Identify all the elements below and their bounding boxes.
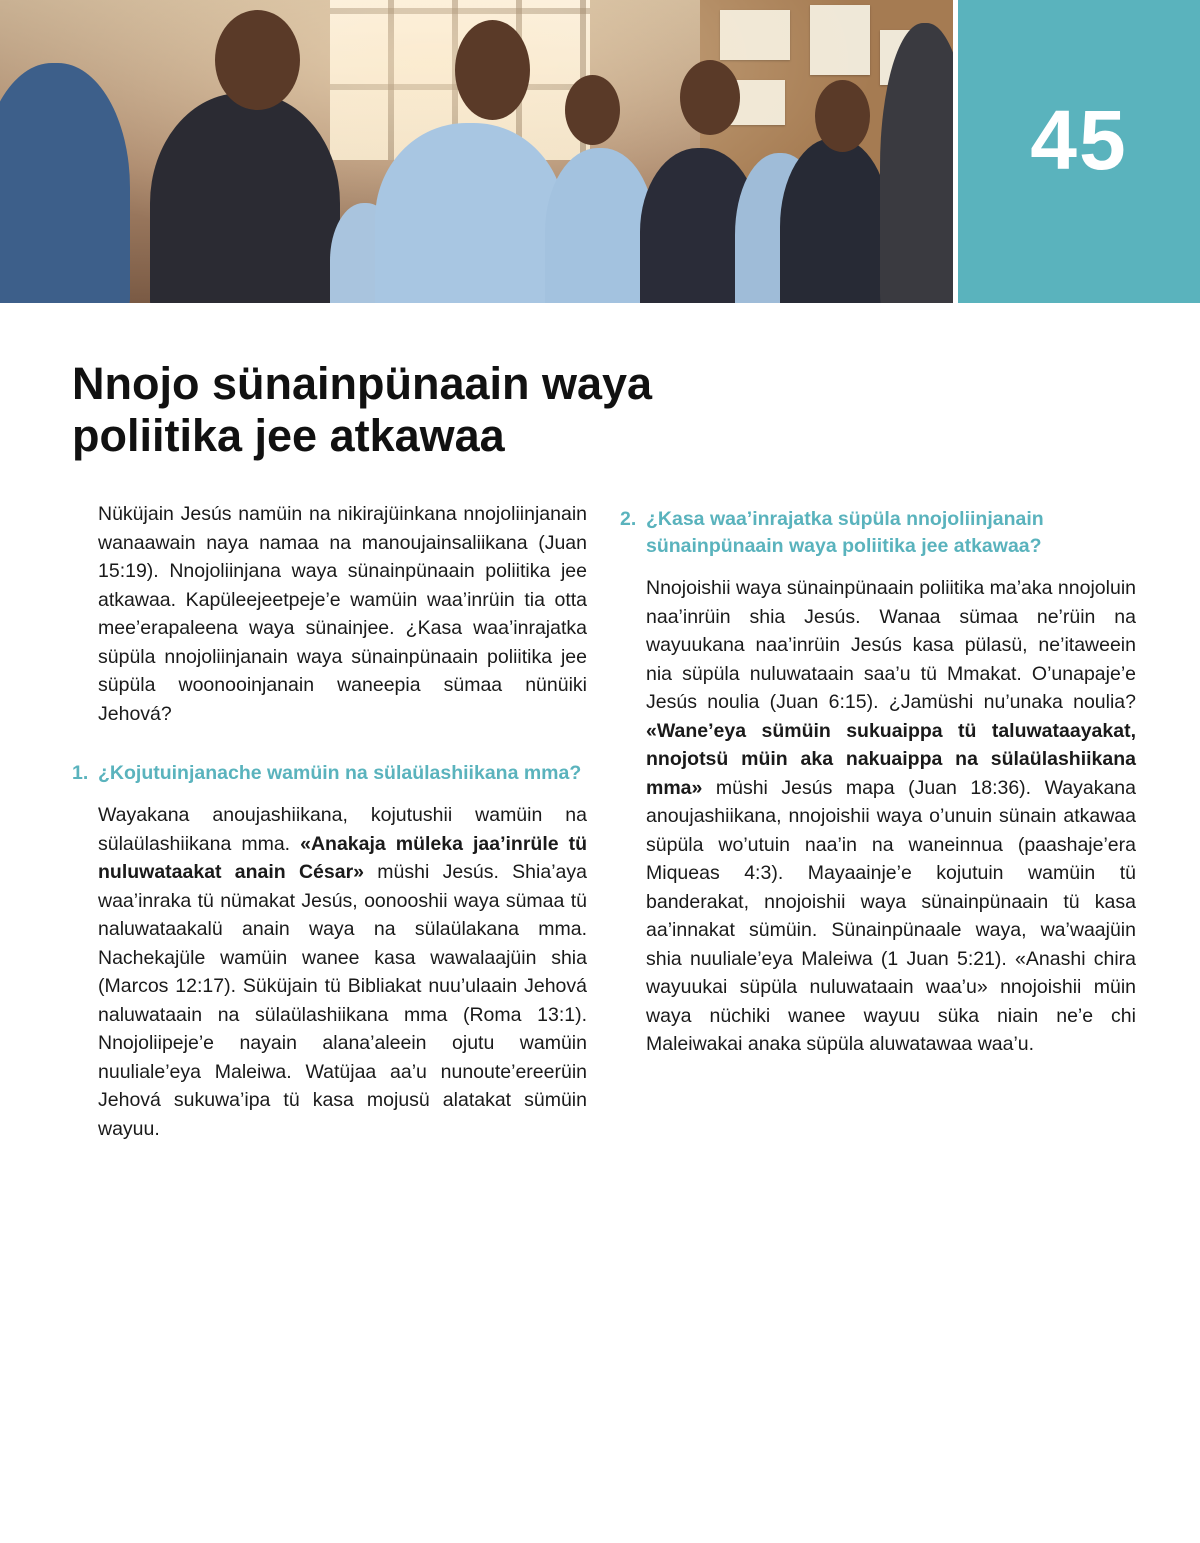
answer-bold-quote: «Anakaja müleka jaa’inrüle tü nuluwataakat anain César»	[98, 832, 587, 883]
hero-photo	[0, 0, 953, 303]
intro-paragraph: Nüküjain Jesús namüin na nikirajüinkana nnojoliinjanain wanaawain naya namaa na manoujainsaliikana (Juan 15:19). Nnojoliinjana waya sünainpünaain poliitika jee atkawaa. Kapüleejeetpeje’e wamüin waa’inrüin tia otta mee’erapaleena waya sünainjee. ¿Kasa waa’inrajatka süpüla nnojoliinjanain waya sünainpünaain poliitika jee süpüla woonooinjanain waneepia sümaa nünüiki Jehová?	[98, 503, 587, 725]
student-figure	[150, 93, 340, 303]
chapter-tab	[958, 0, 1200, 303]
chapter-number: 45	[1030, 93, 1128, 187]
student-head	[455, 20, 530, 120]
answer-1-paragraph	[98, 801, 587, 1143]
question-1	[72, 760, 587, 787]
page-title: Nnojo sünainpünaain waya poliitika jee atkawaa	[72, 358, 653, 461]
question-text: ¿Kojutuinjanache wamüin na sülaülashiikana mma?	[98, 762, 582, 784]
student-figure	[780, 138, 890, 303]
answer-2-paragraph	[646, 574, 1136, 1059]
answer-bold-quote: «Wane’eya sümüin sukuaippa tü taluwataayakat, nnojotsü müin aka nakuaippa na sülaülashiikana mma»	[646, 719, 1136, 799]
student-head	[815, 80, 870, 152]
left-column	[72, 500, 587, 1143]
question-text: ¿Kasa waa’inrajatka süpüla nnojoliinjanain sünainpünaain waya poliitika jee atkawaa?	[646, 508, 1044, 557]
student-head	[215, 10, 300, 110]
right-column	[620, 506, 1136, 1059]
question-number: 1.	[72, 762, 89, 784]
student-head	[565, 75, 620, 145]
answer-text: Nnojoishii waya sünainpünaain poliitika ma’aka nnojoluin naa’inrüin shia Jesús. Wanaa sümaa ne’rüin na wayuukana naa’inrüin Jesús kasa pülasü, ne’itaweein nia süpüla nuluwataain saa’u tü Mmakat. O’unapaje’e Jesús noulia (Juan 6:15). ¿Jamüshi nu’unaka noulia?	[646, 577, 1136, 713]
student-figure	[375, 123, 565, 303]
answer-text: müshi Jesús mapa (Juan 18:36). Wayakana anoujashiikana, nnojoishii waya o’unuin sünain atkawaa süpüla wo’utuin naa’in na waneinnua (paashaje’era Miqueas 4:3). Mayaainje’e kojutuin wamüin tü banderakat, nnojoishii waya sünainpünaain tü kasa aa’innakat sümüin. Sünainpünaale waya, wa’waajüin shia nuuliale’eya Maleiwa (1 Juan 5:21). «Anashi chira wayuukai süpüla nuluwataain waa’u» nnojoishii müin waya nüchiki wanee wayuu süka niain ne’e chi Maleiwakai anaka süpüla aluwatawaa waa’u.	[646, 776, 1136, 1055]
answer-text: Wayakana anoujashiikana, kojutushii wamüin na sülaülashiikana mma.	[98, 804, 587, 855]
answer-text: müshi Jesús. Shia’aya waa’inraka tü nümakat Jesús, oonooshii waya sümaa tü naluwataakalü anain waya na sülaülakana mma. Nachekajüle wamüin wanee kasa wawalaajüin shia (Marcos 12:17). Süküjain tü Bibliakat nuu’ulaain Jehová naluwataain na sülaülashiikana mma (Roma 13:1). Nnojoliipeje’e nayain alana’aleein ojutu wamüin nuuliale’eya Maleiwa. Watüjaa aa’u nunoute’ereerüin Jehová sukuwa’ipa tü kasa mojusü alatakat sümüin wayuu.	[98, 861, 587, 1140]
student-figure	[545, 148, 655, 303]
student-head	[680, 60, 740, 135]
question-2	[620, 506, 1136, 560]
question-number: 2.	[620, 508, 637, 530]
